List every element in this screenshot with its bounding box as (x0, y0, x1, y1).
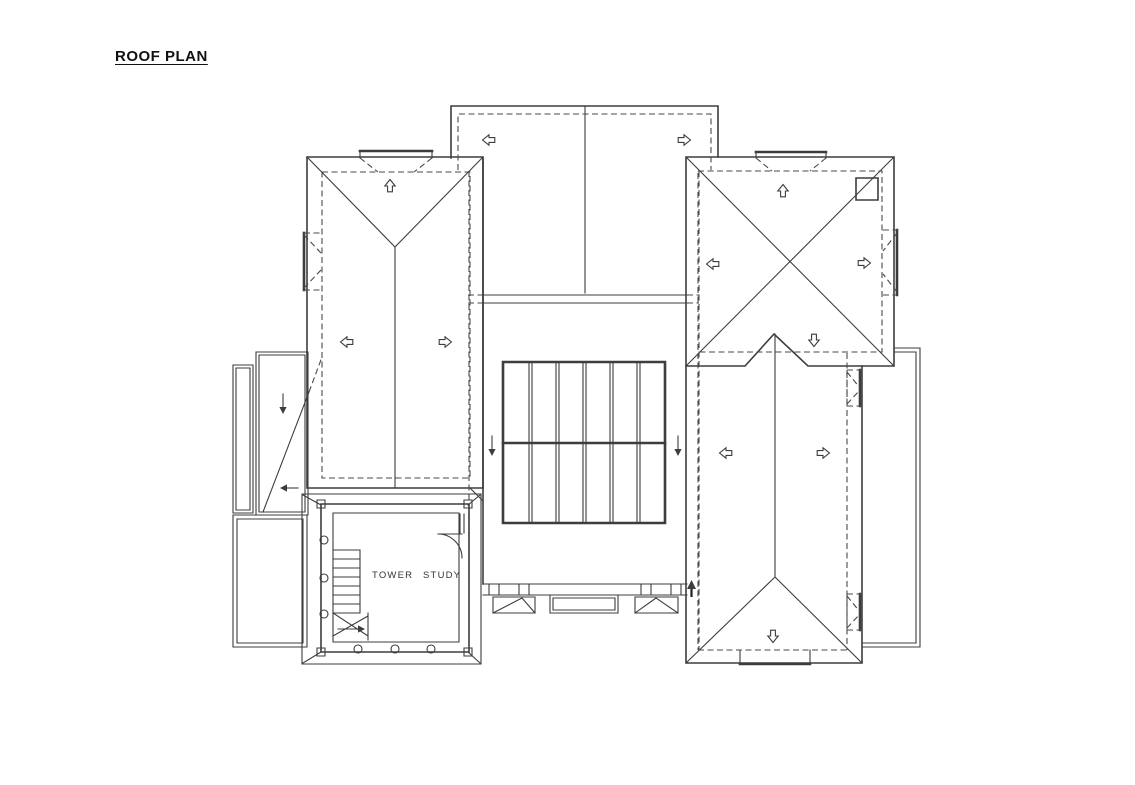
skylight-grid (503, 362, 665, 523)
page-title: ROOF PLAN (115, 48, 208, 65)
narrow-left-deck (233, 365, 253, 513)
tower-study-room (302, 494, 481, 664)
left-roof-top-dormer (360, 151, 432, 172)
central-flat-roof-area (469, 159, 699, 650)
chimney (856, 178, 878, 200)
lower-left-deck (233, 515, 307, 647)
slope-arrow-right-icon (678, 135, 690, 145)
slope-arrow-up-icon (385, 180, 395, 192)
drain-arrow-down-icon (488, 436, 495, 456)
drain-arrow-left-icon (280, 484, 298, 491)
slope-arrow-right-icon (439, 337, 451, 347)
slope-arrow-left-icon (720, 448, 732, 458)
slope-arrow-right-icon (858, 258, 870, 268)
door-arc (438, 514, 464, 558)
left-hip-roof (304, 151, 483, 501)
square-roof-side-dormer (883, 230, 897, 295)
drain-arrow-down-icon (279, 394, 286, 414)
square-roof-top-dormer (756, 152, 826, 171)
slope-arrow-left-icon (483, 135, 495, 145)
slope-arrow-left-icon (341, 337, 353, 347)
slope-arrow-down-icon (809, 334, 819, 346)
slope-arrow-up-icon (778, 185, 788, 197)
square-hip-roof (686, 152, 897, 366)
right-dormer-lower (847, 594, 860, 630)
slope-arrow-left-icon (707, 259, 719, 269)
eave-band (483, 584, 687, 613)
room-label: TOWER STUDY (372, 570, 462, 581)
bottom-ridge-dormer (740, 650, 810, 664)
band-dormer-right (635, 597, 678, 613)
band-dormer-left (493, 597, 535, 613)
right-deck-outline (862, 348, 920, 647)
band-chimney (550, 595, 618, 613)
slope-arrow-down-icon (768, 630, 778, 642)
north-pointer-icon (687, 580, 696, 597)
top-middle-gable-roof (451, 106, 718, 303)
upper-left-deck (256, 352, 322, 515)
slope-arrow-right-icon (817, 448, 829, 458)
drain-arrow-down-icon (674, 436, 681, 456)
stairs (333, 550, 368, 640)
left-decks (233, 352, 322, 647)
right-dormer-upper (847, 370, 860, 406)
lower-right-hip-roof (686, 334, 862, 664)
